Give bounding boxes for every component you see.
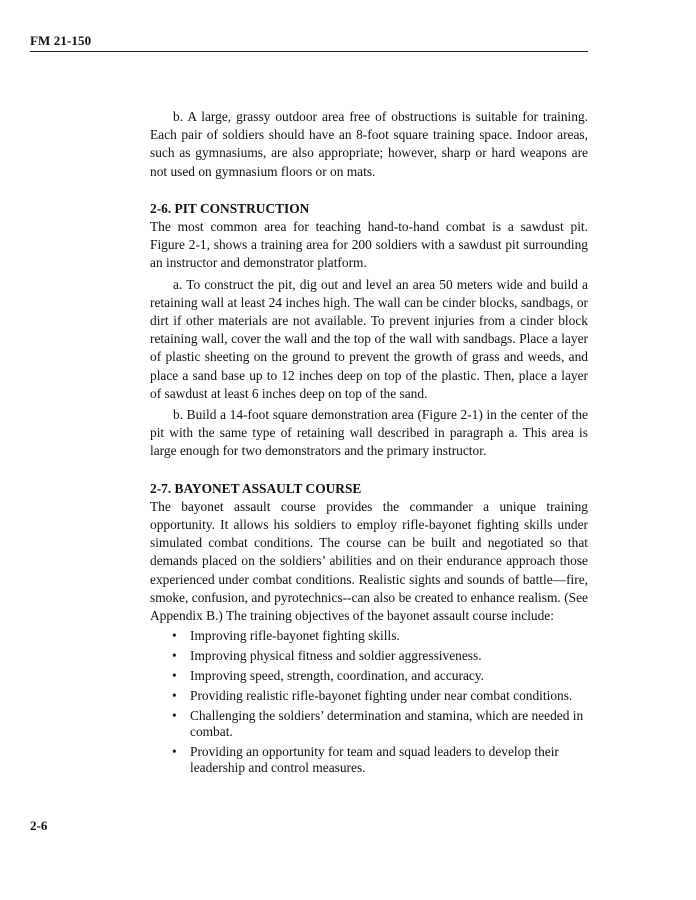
bullet-icon: • [172,648,177,664]
objectives-list [150,628,588,776]
header-rule [30,51,588,52]
bullet-icon: • [172,708,177,724]
pit-intro: The most common area for teaching hand-to-hand combat is a sawdust pit. Figure 2-1, shows a training area for 200 soldiers with a sawdust pit surrounding an instructor and demonstrator platform. [150,219,588,271]
bayonet-intro: The bayonet assault course provides the commander a unique training opportunity. It allows his soldiers to employ rifle-bayonet fighting skills under simulated combat conditions. The course can be built and negotiated so that demands placed on the soldiers’ abilities and on their endurance approach those experienced under combat conditions. Realistic sights and sounds of battle—fire, smoke, confusion, and pyrotechnics--can also be created to enhance realism. (See Appendix B.) The training objectives of the bayonet assault course include: [150,498,588,624]
manual-id: FM 21-150 [30,33,92,48]
objective-text: Improving speed, strength, coordination, and accuracy. [190,668,484,684]
list-item [150,648,588,664]
bullet-icon: • [172,688,177,704]
section-heading-pit: 2-6. PIT CONSTRUCTION [150,200,310,216]
objective-text: Providing an opportunity for team and squad leaders to develop their leadership and control measures. [190,744,559,776]
bullet-icon: • [172,628,177,644]
list-item [150,688,588,704]
bullet-icon: • [172,744,177,760]
objective-text: Challenging the soldiers’ determination and stamina, which are needed in combat. [190,708,584,740]
list-item [150,708,588,740]
list-item [150,628,588,644]
objective-text: Improving rifle-bayonet fighting skills. [190,628,400,644]
list-item [150,744,588,776]
section-heading-bayonet: 2-7. BAYONET ASSAULT COURSE [150,480,362,496]
pit-para-a: a. To construct the pit, dig out and level an area 50 meters wide and build a retaining wall at least 24 inches high. The wall can be cinder blocks, sandbags, or dirt if other materials are not available. To prevent injuries from a cinder block retaining wall, cover the wall and the top of the wall with sandbags. Place a layer of plastic sheeting on the ground to prevent the growth of grass and weeds, and place a sand base up to 12 inches deep on top of the plastic. Then, place a layer of sawdust at least 6 inches deep on top of the sand. [150,276,588,401]
objective-text: Providing realistic rifle-bayonet fighting under near combat conditions. [190,688,573,704]
pit-para-b: b. Build a 14-foot square demonstration area (Figure 2-1) in the center of the pit with the same type of retaining wall described in paragraph a. This area is large enough for two demonstrators and the primary instructor. [150,407,588,459]
page-body [150,108,588,780]
para-b-intro: b. A large, grassy outdoor area free of obstructions is suitable for training. Each pair of soldiers should have an 8-foot square training space. Indoor areas, such as gymnasiums, are also appropriate; however, sharp or hard weapons are not used on gymnasium floors or on mats. [150,109,588,179]
bullet-icon: • [172,668,177,684]
objective-text: Improving physical fitness and soldier aggressiveness. [190,648,482,664]
page-number: 2-6 [30,818,48,833]
list-item [150,668,588,684]
